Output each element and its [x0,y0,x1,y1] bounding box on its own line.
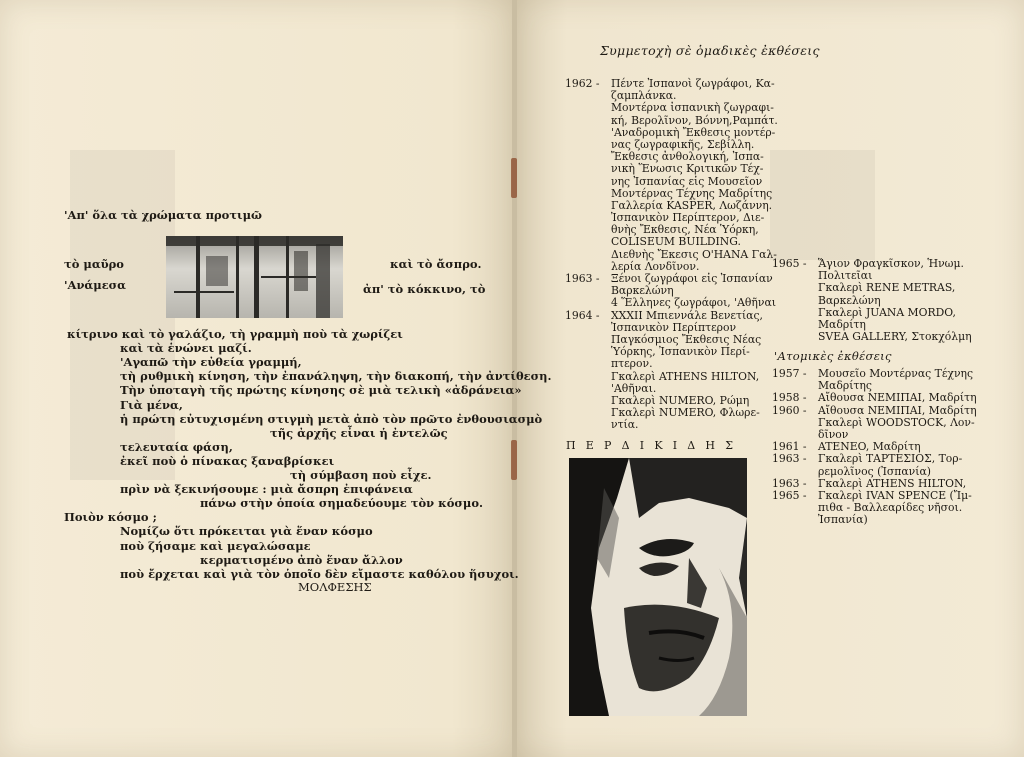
exhibition-text: ρεμολῖνος (Ἰσπανία) [818,464,931,478]
poem-line: Γιὰ μένα, [120,397,183,412]
bleed-through-shape [70,150,175,480]
exhibition-text: 4 Ἕλληνες ζωγράφοι, 'Αθῆναι [611,296,776,310]
intro-line: 'Απ' ὅλα τὰ χρώματα προτιμῶ [64,208,262,222]
exhibition-text: Γκαλερὶ WOODSTOCK, Λον- [818,415,975,429]
exhibition-line [565,407,778,419]
exhibition-line [772,368,977,380]
exhibition-text: Πέντε Ἰσπανοὶ ζωγράφοι, Κα- [611,77,775,90]
exhibition-text: ζαμπλάνκα. [611,89,677,103]
page-header: Συμμετοχὴ σὲ ὁμαδικὲς ἐκθέσεις [600,43,820,58]
exhibition-text: Ἔκθεσις ἀνθολογική, Ἰσπα- [611,150,764,164]
exhibition-text: SVEA GALLERY, Στοκχόλμη [818,330,972,344]
exhibition-year: 1963 - [772,452,807,466]
poem-line: κίτρινο καὶ τὸ γαλάζιο, τὴ γραμμὴ ποὺ τὰ χωρίζει [67,327,403,341]
exhibition-line [772,514,977,526]
poem-line: πρὶν νὰ ξεκινήσουμε : μιὰ ἄσπρη ἐπιφάνεια [120,482,413,497]
exhibition-text: Μοντέρνα ἰσπανικὴ ζωγραφι- [611,101,774,115]
exhibition-text: Γαλλερία KASPER, Λωζάννη. [611,198,773,212]
line-between: 'Ανάμεσα [64,278,127,292]
artist-name: ΠΕΡΔΙΚΙΔΗΣ [566,439,744,452]
exhibition-text: Ἅγιον Φραγκῖσκον, Ἡνωμ. [818,257,964,270]
exhibition-text: Γκαλερὶ ΤΑΡΤΕΣΙΟΣ, Τορ- [818,452,963,466]
exhibition-text: ATENEO, Μαδρίτη [818,440,921,454]
exhibition-text: Μοντέρνας Τέχνης Μαδρίτης [611,186,773,200]
exhibition-text: Γκαλερὶ NUMERO, Φλωρε- [611,406,760,420]
exhibition-text: Ὑόρκης, Ἰσπανικὸν Περί- [611,345,750,359]
poem-line: Νομίζω ὅτι πρόκειται γιὰ ἕναν κόσμο [120,524,373,539]
line-red: ἀπ' τὸ κόκκινο, τὸ [363,282,486,296]
poem-line: τελευταία φάση, [120,439,233,454]
portrait-image [569,458,747,716]
exhibition-text: Γκαλερὶ JUANA MORDO, [818,305,956,319]
exhibition-text: Βαρκελώνη [818,293,881,307]
exhibition-text: ντία. [611,418,639,432]
staple-bottom [511,440,517,480]
exhibition-text: 'Αθῆναι. [611,381,657,395]
line-black: τὸ μαῦρο [64,257,124,271]
exhibition-text: Μουσεῖο Μοντέρνας Τέχνης [818,367,974,380]
exhibition-line [772,417,977,429]
exhibition-text: 'Αναδρομικὴ Ἔκθεσις μοντέρ- [611,125,776,139]
exhibition-line [772,331,972,343]
poem-line: κερματισμένο ἀπὸ ἕναν ἄλλον [200,552,403,567]
exhibition-text: Γκαλερὶ ATHENS HILTON, [611,369,760,383]
exhibition-text: XXXII Μπιεννάλε Βενετίας, [611,308,763,322]
exhibition-year: 1961 - [772,440,807,454]
exhibition-text: Μαδρίτη [818,317,866,331]
solo-exhibitions-list [772,368,977,526]
exhibition-text: Αἴθουσα NEMIΠAI, Μαδρίτη [818,403,977,417]
exhibition-text: θνὴς Ἔκθεσις, Νέα Ὑόρκη, [611,223,759,237]
exhibition-text: κή, Βερολῖνον, Βόννη,Ραμπάτ. [611,113,778,127]
staple-top [511,158,517,198]
exhibition-text: Παγκόσμιος Ἔκθεσις Νέας [611,332,762,346]
exhibition-text: Βαρκελώνη [611,284,674,298]
poem-line: ποὺ ἔρχεται καὶ γιὰ τὸν ὁποῖο δὲν εἴμαστε καθόλου ἥσυχοι. [120,566,519,581]
exhibition-text: Γκαλερὶ ATHENS HILTON, [818,476,967,490]
exhibition-text: COLISEUM BUILDING. [611,235,741,249]
exhibition-text: Μαδρίτης [818,379,872,393]
exhibition-text: νικὴ Ἕνωσις Κριτικῶν Τέχ- [611,162,764,176]
poem-line: Ποιὸν κόσμο ; [64,510,157,525]
exhibition-line [565,419,778,431]
poem-line: τὴ ρυθμικὴ κίνηση, τὴν ἐπανάληψη, τὴν διακοπή, τὴν ἀντίθεση. [120,369,552,384]
bleed-through-shape [770,150,875,260]
exhibition-text: Γκαλερὶ NUMERO, Ρώμη [611,393,750,407]
exhibition-text: δῖνον [818,427,849,441]
solo-exhibitions-heading: 'Ατομικὲς ἐκθέσεις [774,349,892,363]
poem-line: Τὴν ὑποταγὴ τῆς πρώτης κίνησης σὲ μιὰ τελικὴ «ἀδράνεια» [120,383,522,398]
poem-line: πάνω στὴν ὁποία σημαδεύουμε τὸν κόσμο. [200,496,483,511]
poem-line: καὶ τὰ ἑνώνει μαζί. [120,341,252,356]
exhibition-year: 1964 - [565,308,600,322]
signature: ΜΟΛΦΕΣΗΣ [298,580,372,594]
poem-line: τῆς ἀρχῆς εἶναι ἡ ἐντελῶς [270,425,448,440]
poem-line: 'Αγαπῶ τὴν εὐθεία γραμμή, [120,355,302,370]
group-exhibitions-column-2 [772,258,972,343]
line-white: καὶ τὸ ἄσπρο. [390,257,482,271]
exhibition-year: 1963 - [772,476,807,490]
group-exhibitions-column-1 [565,78,778,431]
exhibition-year: 1963 - [565,272,600,285]
exhibition-text: Ἰσπανικὸν Περίπτερον, Διε- [611,211,765,225]
exhibition-year: 1962 - [565,77,600,90]
exhibition-year: 1965 - [772,257,807,270]
exhibition-text: Γκαλερὶ RENE METRAS, [818,281,956,295]
exhibition-line [772,502,977,514]
exhibition-year: 1958 - [772,391,807,405]
exhibition-text: Πολιτεῖαι [818,269,873,283]
exhibition-text: Ἰσπανικὸν Περίπτερον [611,320,737,334]
exhibition-text: Ἰσπανία) [818,513,868,527]
exhibition-year: 1957 - [772,367,807,380]
poem-line: ἐκεῖ ποὺ ὁ πίνακας ξαναβρίσκει [120,453,335,468]
exhibition-text: λερία Λονδῖνον. [611,259,700,273]
exhibition-year: 1960 - [772,403,807,417]
poem-line: ἡ πρώτη εὐτυχισμένη στιγμὴ μετὰ ἀπὸ τὸν πρῶτο ἐνθουσιασμὸ [120,411,543,426]
exhibition-text: νας ζωγραφικῆς, Σεβίλλη. [611,137,755,151]
artwork-thumbnail [166,236,343,318]
exhibition-line [565,371,778,383]
exhibition-text: νης Ἰσπανίας εἰς Μουσεῖον [611,174,763,188]
exhibition-year: 1965 - [772,488,807,502]
exhibition-line [772,307,972,319]
exhibition-text: Αἴθουσα NEMIΠAI, Μαδρίτη [818,391,977,405]
poem-line: τὴ σύμβαση ποὺ εἶχε. [290,468,432,482]
exhibition-line [565,346,778,358]
poem-line: ποὺ ζήσαμε καὶ μεγαλώσαμε [120,538,311,553]
exhibition-text: πτερον. [611,357,653,371]
exhibition-text: Ξένοι ζωγράφοι εἰς Ἰσπανίαν [611,272,773,285]
exhibition-text: Διεθνὴς Ἔκεσις O'HANA Γαλ- [611,247,777,261]
exhibition-text: πιθα - Βαλλεαρίδες νῆσοι. [818,501,963,515]
exhibition-text: Γκαλερὶ IVAN SPENCE (Ἴμ- [818,488,972,502]
